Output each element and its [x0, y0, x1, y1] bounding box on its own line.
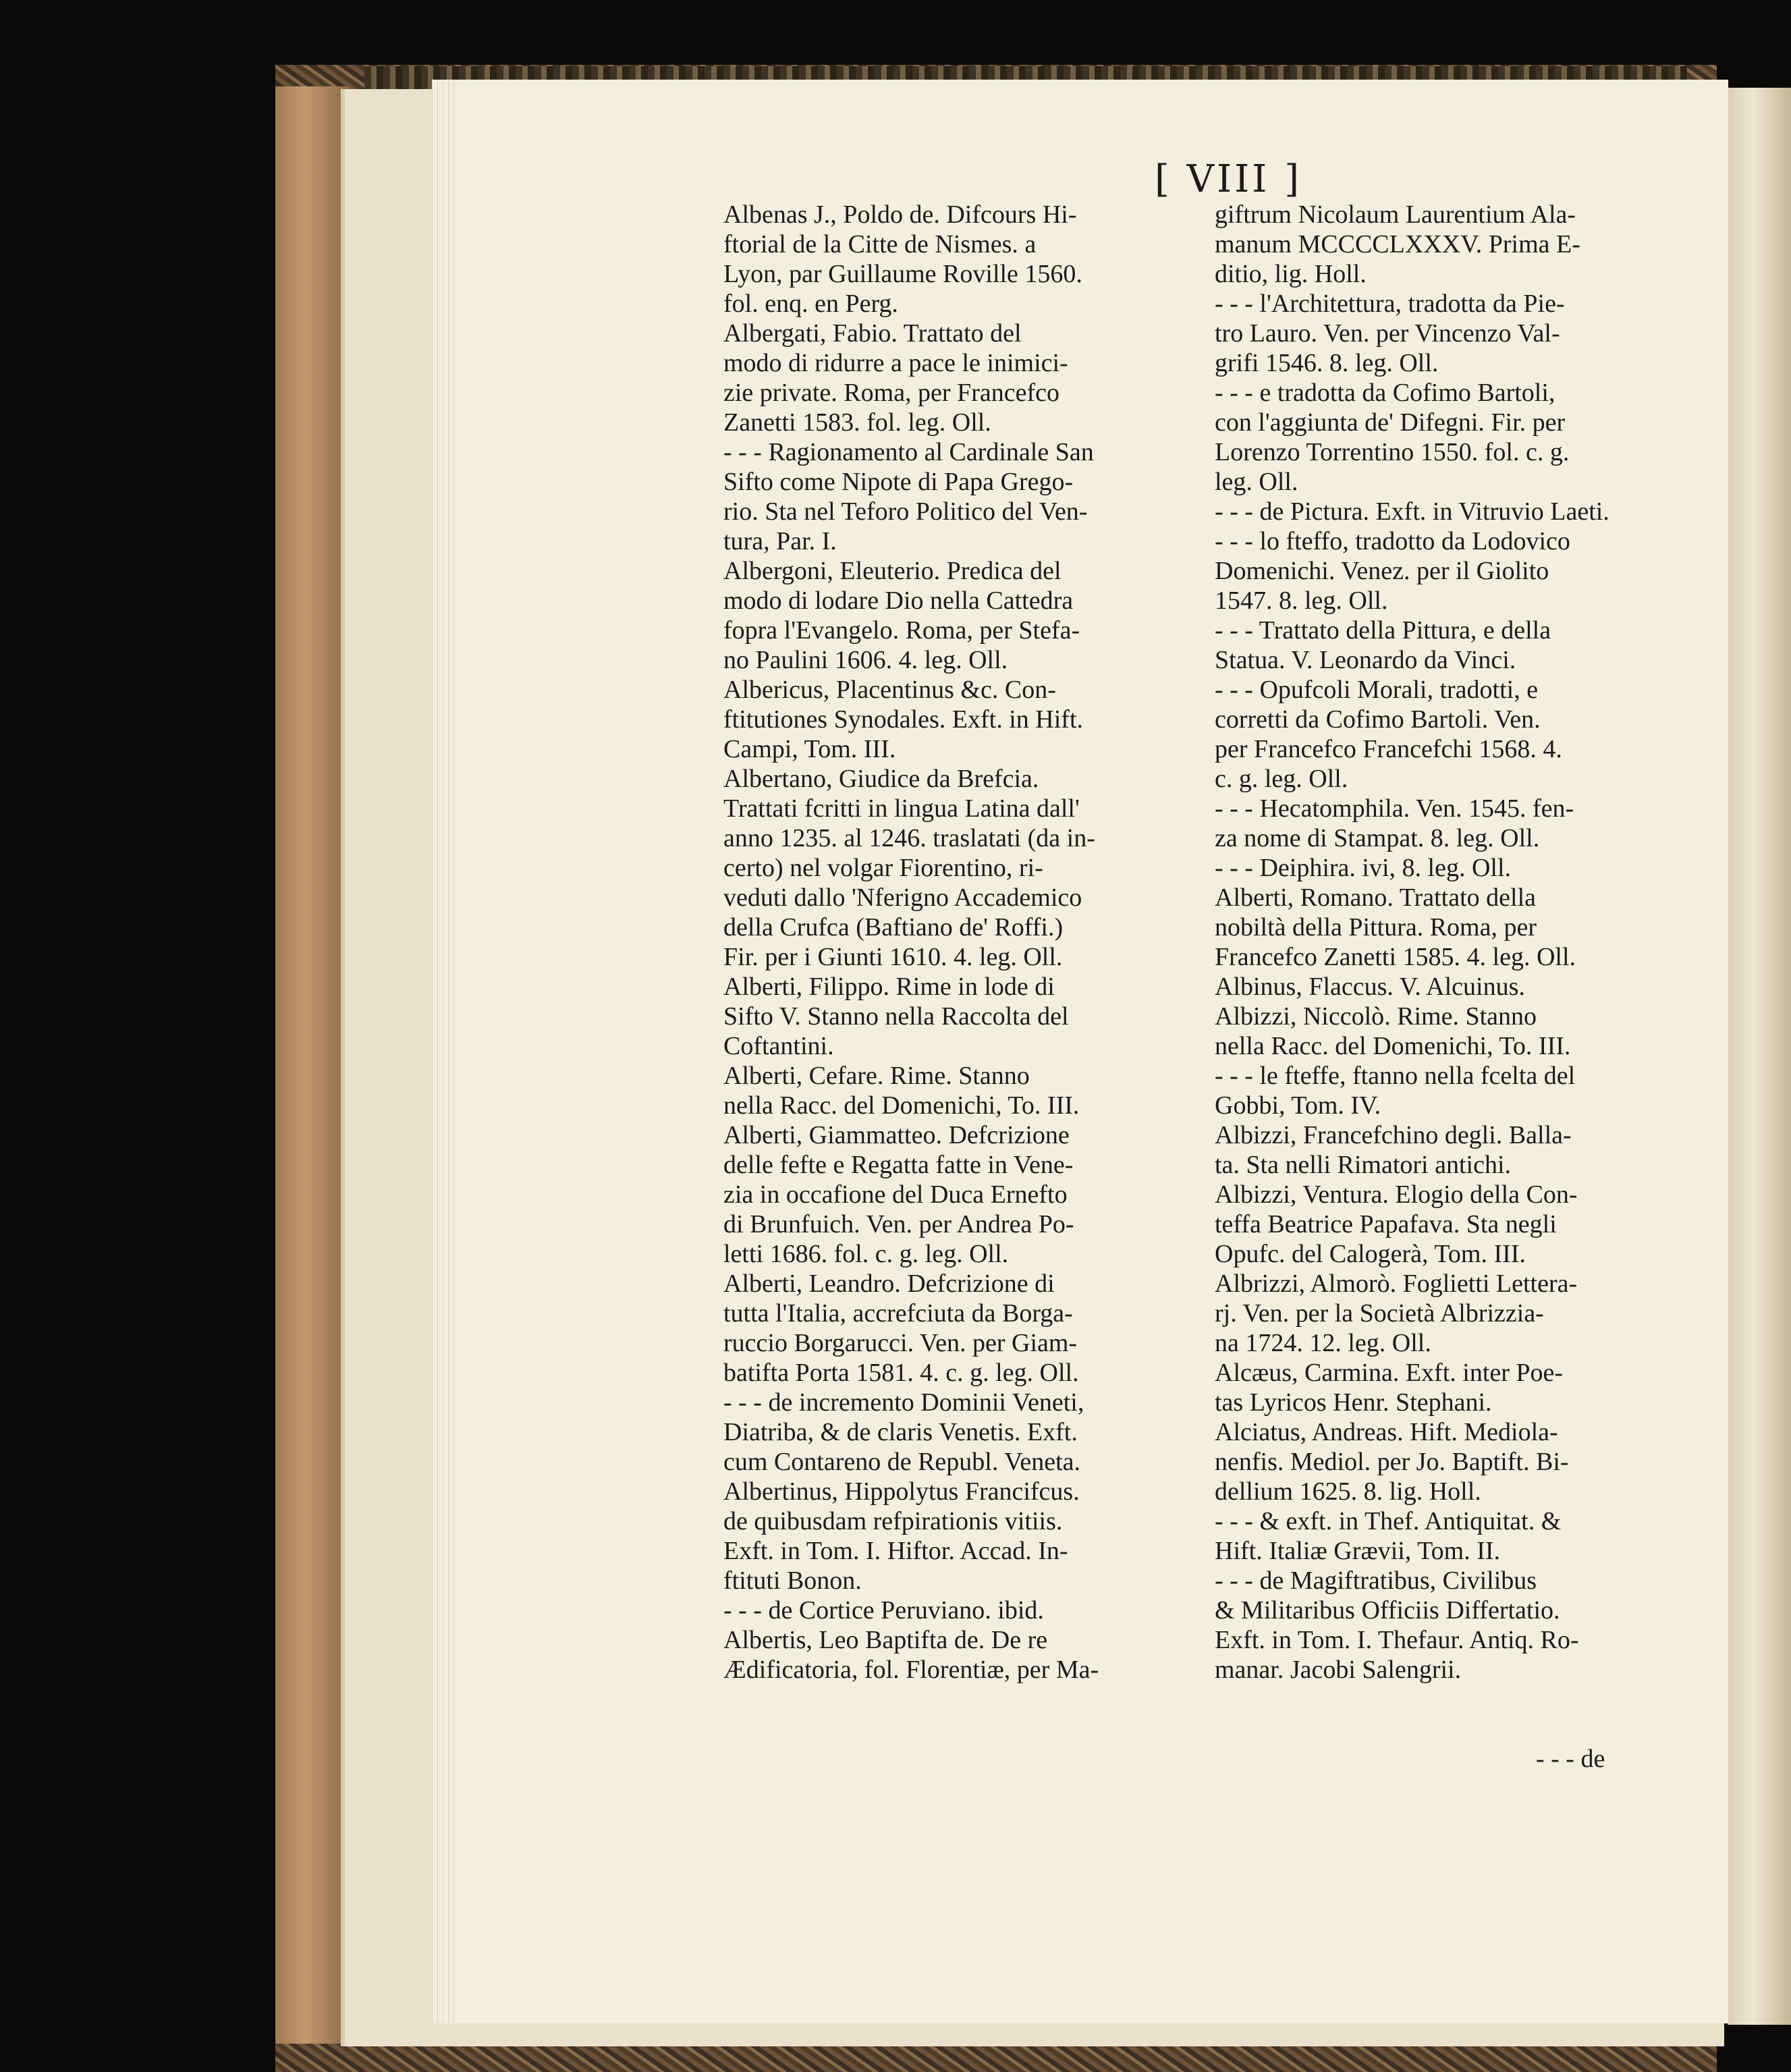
text-line: Domenichi. Venez. per il Giolito — [1215, 557, 1549, 585]
text-line: no Paulini 1606. 4. leg. Oll. — [723, 646, 1008, 674]
text-line: leg. Oll. — [1215, 468, 1298, 496]
leather-spine-edge — [275, 86, 350, 2044]
text-line: ftorial de la Citte de Nismes. a — [723, 230, 1037, 258]
text-line: ftituti Bonon. — [723, 1566, 862, 1595]
text-line: - - - de incremento Dominii Veneti, — [723, 1388, 1084, 1417]
text-line: c. g. leg. Oll. — [1215, 765, 1348, 793]
text-line: nenfis. Mediol. per Jo. Baptift. Bi- — [1215, 1448, 1569, 1476]
text-line: Statua. V. Leonardo da Vinci. — [1215, 646, 1516, 674]
text-line: ta. Sta nelli Rimatori antichi. — [1215, 1151, 1512, 1179]
text-line: Alberti, Giammatteo. Defcrizione — [723, 1121, 1070, 1149]
text-line: Lorenzo Torrentino 1550. fol. c. g. — [1215, 438, 1570, 466]
text-line: Albericus, Placentinus &c. Con- — [723, 676, 1056, 704]
text-line: - - - l'Architettura, tradotta da Pie- — [1215, 290, 1565, 318]
text-line: per Francefco Francefchi 1568. 4. — [1215, 735, 1562, 763]
text-line: nella Racc. del Domenichi, To. III. — [1215, 1032, 1571, 1060]
text-line: - - - Ragionamento al Cardinale San — [723, 438, 1094, 466]
text-line: modo di lodare Dio nella Cattedra — [723, 587, 1074, 615]
text-line: fopra l'Evangelo. Roma, per Stefa- — [723, 616, 1080, 645]
text-line: - - - Opufcoli Morali, tradotti, e — [1215, 676, 1539, 704]
text-line: Albenas J., Poldo de. Difcours Hi- — [723, 200, 1077, 229]
text-line: - - - lo fteffo, tradotto da Lodovico — [1215, 527, 1570, 555]
text-line: Albizzi, Ventura. Elogio della Con- — [1215, 1180, 1578, 1209]
text-line: Exft. in Tom. I. Thefaur. Antiq. Ro- — [1215, 1626, 1579, 1654]
text-line: giftrum Nicolaum Laurentium Ala- — [1215, 200, 1576, 229]
text-line: Exft. in Tom. I. Hiftor. Accad. In- — [723, 1537, 1068, 1565]
text-line: Diatriba, & de claris Venetis. Exft. — [723, 1418, 1078, 1446]
text-line: Fir. per i Giunti 1610. 4. leg. Oll. — [723, 943, 1063, 971]
text-line: - - - Hecatomphila. Ven. 1545. fen- — [1215, 794, 1574, 823]
text-line: tutta l'Italia, accrefciuta da Borga- — [723, 1299, 1073, 1328]
text-line: & Militaribus Officiis Differtatio. — [1215, 1596, 1560, 1625]
text-line: - - - de Cortice Peruviano. ibid. — [723, 1596, 1044, 1625]
text-line: tas Lyricos Henr. Stephani. — [1215, 1388, 1492, 1417]
text-line: nella Racc. del Domenichi, To. III. — [723, 1091, 1080, 1120]
text-line: - - - le fteffe, ftanno nella fcelta del — [1215, 1062, 1576, 1090]
text-line: - - - de Magiftratibus, Civilibus — [1215, 1566, 1537, 1595]
text-line: della Crufca (Baftiano de' Roffi.) — [723, 913, 1064, 942]
text-line: manum MCCCCLXXXV. Prima E- — [1215, 230, 1580, 258]
text-line: Albergati, Fabio. Trattato del — [723, 319, 1022, 348]
text-line: Albrizzi, Almorò. Foglietti Lettera- — [1215, 1270, 1578, 1298]
text-line: grifi 1546. 8. leg. Oll. — [1215, 349, 1439, 377]
text-line: - - - Trattato della Pittura, e della — [1215, 616, 1551, 645]
text-line: Campi, Tom. III. — [723, 735, 896, 763]
text-line: cum Contareno de Republ. Veneta. — [723, 1448, 1081, 1476]
text-line: dellium 1625. 8. lig. Holl. — [1215, 1477, 1481, 1506]
text-line: ruccio Borgarucci. Ven. per Giam- — [723, 1329, 1078, 1357]
catchword: - - - de — [1536, 1745, 1605, 1773]
text-line: Albizzi, Francefchino degli. Balla- — [1215, 1121, 1572, 1149]
text-line: Albertinus, Hippolytus Francifcus. — [723, 1477, 1080, 1506]
text-line: 1547. 8. leg. Oll. — [1215, 587, 1388, 615]
text-line: anno 1235. al 1246. traslatati (da in- — [723, 824, 1095, 852]
text-line: Gobbi, Tom. IV. — [1215, 1091, 1381, 1120]
text-line: Albinus, Flaccus. V. Alcuinus. — [1215, 973, 1525, 1001]
text-line: - - - & exft. in Thef. Antiquitat. & — [1215, 1507, 1562, 1535]
text-line: con l'aggiunta de' Difegni. Fir. per — [1215, 408, 1566, 437]
text-line: zia in occafione del Duca Ernefto — [723, 1180, 1068, 1209]
text-line: batifta Porta 1581. 4. c. g. leg. Oll. — [723, 1359, 1079, 1387]
text-line: Ædificatoria, fol. Florentiæ, per Ma- — [723, 1656, 1099, 1684]
text-line: ditio, lig. Holl. — [1215, 260, 1367, 288]
text-line: letti 1686. fol. c. g. leg. Oll. — [723, 1240, 1009, 1268]
text-line: corretti da Cofimo Bartoli. Ven. — [1215, 705, 1541, 734]
text-line: Albizzi, Niccolò. Rime. Stanno — [1215, 1002, 1537, 1031]
text-line: rj. Ven. per la Società Albrizzia- — [1215, 1299, 1544, 1328]
text-line: Hift. Italiæ Grævii, Tom. II. — [1215, 1537, 1501, 1565]
text-line: nobiltà della Pittura. Roma, per — [1215, 913, 1537, 942]
text-line: Alberti, Romano. Trattato della — [1215, 883, 1537, 912]
facing-page-edge — [1728, 88, 1791, 2025]
text-line: Coftantini. — [723, 1032, 834, 1060]
text-line: Sifto V. Stanno nella Raccolta del — [723, 1002, 1069, 1031]
text-line: - - - e tradotta da Cofimo Bartoli, — [1215, 379, 1555, 407]
text-line: delle fefte e Regatta fatte in Vene- — [723, 1151, 1074, 1179]
text-line: tura, Par. I. — [723, 527, 837, 555]
right-column — [1215, 200, 1687, 1685]
text-line: - - - Deiphira. ivi, 8. leg. Oll. — [1215, 854, 1512, 882]
text-line: Trattati fcritti in lingua Latina dall' — [723, 794, 1080, 823]
text-line: fol. enq. en Perg. — [723, 290, 898, 318]
text-line: na 1724. 12. leg. Oll. — [1215, 1329, 1431, 1357]
text-line: Albertano, Giudice da Brefcia. — [723, 765, 1039, 793]
text-line: Alberti, Leandro. Defcrizione di — [723, 1270, 1055, 1298]
text-line: Albertis, Leo Baptifta de. De re — [723, 1626, 1048, 1654]
text-line: certo) nel volgar Fiorentino, ri- — [723, 854, 1043, 882]
text-line: za nome di Stampat. 8. leg. Oll. — [1215, 824, 1540, 852]
text-line: ftitutiones Synodales. Exft. in Hift. — [723, 705, 1084, 734]
text-line: teffa Beatrice Papafava. Sta negli — [1215, 1210, 1557, 1238]
page-header: [ VIII ] — [1154, 157, 1302, 201]
text-line: Albergoni, Eleuterio. Predica del — [723, 557, 1062, 585]
text-line: - - - de Pictura. Exft. in Vitruvio Laeti. — [1215, 497, 1609, 526]
text-line: Opufc. del Calogerà, Tom. III. — [1215, 1240, 1526, 1268]
text-line: Lyon, par Guillaume Roville 1560. — [723, 260, 1082, 288]
text-line: di Brunfuich. Ven. per Andrea Po- — [723, 1210, 1074, 1238]
text-line: Alciatus, Andreas. Hift. Mediola- — [1215, 1418, 1558, 1446]
left-column — [723, 200, 1189, 1685]
text-line: veduti dallo 'Nferigno Accademico — [723, 883, 1082, 912]
text-line: Alcæus, Carmina. Exft. inter Poe- — [1215, 1359, 1564, 1387]
text-line: Francefco Zanetti 1585. 4. leg. Oll. — [1215, 943, 1576, 971]
text-line: Zanetti 1583. fol. leg. Oll. — [723, 408, 991, 437]
text-line: modo di ridurre a pace le inimici- — [723, 349, 1068, 377]
text-line: manar. Jacobi Salengrii. — [1215, 1656, 1462, 1684]
text-line: rio. Sta nel Teforo Politico del Ven- — [723, 497, 1088, 526]
text-line: de quibusdam refpirationis vitiis. — [723, 1507, 1063, 1535]
text-line: Alberti, Cefare. Rime. Stanno — [723, 1062, 1030, 1090]
page-stack-edges — [432, 80, 459, 2023]
text-line: zie private. Roma, per Francefco — [723, 379, 1059, 407]
text-line: Alberti, Filippo. Rime in lode di — [723, 973, 1055, 1001]
text-line: Sifto come Nipote di Papa Grego- — [723, 468, 1074, 496]
text-line: tro Lauro. Ven. per Vincenzo Val- — [1215, 319, 1560, 348]
